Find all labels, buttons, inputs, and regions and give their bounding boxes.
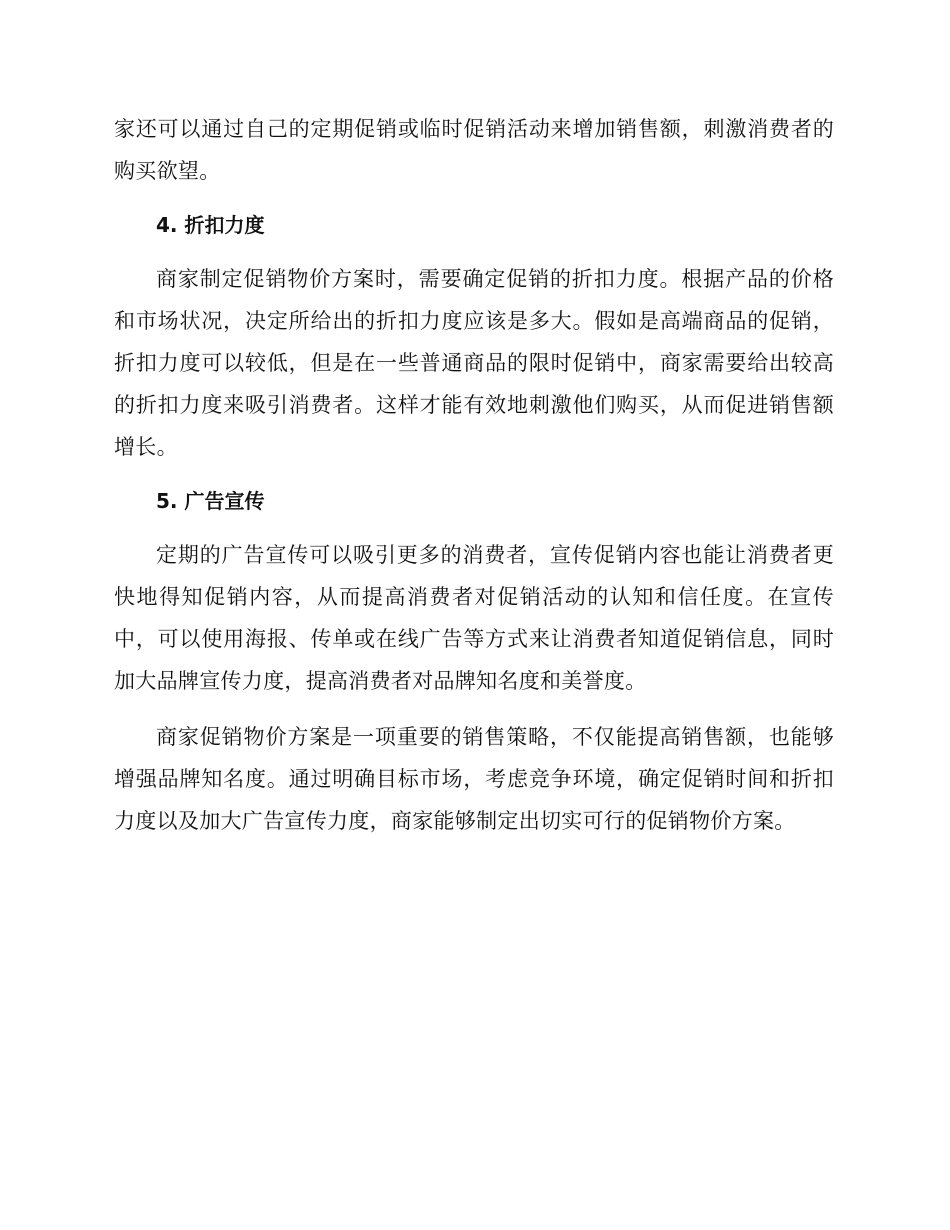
- section-heading-discount: 4. 折扣力度: [156, 213, 265, 237]
- intro-continuation-paragraph: 家还可以通过自己的定期促销或临时促销活动来增加销售额，刺激消费者的购买欲望。: [114, 117, 834, 183]
- discount-paragraph: 商家制定促销物价方案时，需要确定促销的折扣力度。根据产品的价格和市场状况，决定所给出的折扣力度应该是多大。假如是高端商品的促销，折扣力度可以较低，但是在一些普通商品的限时促销中，商家需要给出较高的折扣力度来吸引消费者。这样才能有效地刺激他们购买，从而促进销售额增长。: [114, 267, 834, 459]
- section-heading-advertising: 5. 广告宣传: [156, 489, 265, 513]
- spacer: [114, 522, 834, 534]
- spacer: [114, 192, 834, 204]
- spacer: [114, 246, 834, 258]
- spacer: [114, 468, 834, 480]
- spacer: [114, 702, 834, 716]
- advertising-paragraph: 定期的广告宣传可以吸引更多的消费者，宣传促销内容也能让消费者更快地得知促销内容，从而提高消费者对促销活动的认知和信任度。在宣传中，可以使用海报、传单或在线广告等方式来让消费者知道促销信息，同时加大品牌宣传力度，提高消费者对品牌知名度和美誉度。: [114, 543, 834, 693]
- document-page: [114, 108, 834, 842]
- conclusion-paragraph: 商家促销物价方案是一项重要的销售策略，不仅能提高销售额，也能够增强品牌知名度。通过明确目标市场，考虑竞争环境，确定促销时间和折扣力度以及加大广告宣传力度，商家能够制定出切实可行的促销物价方案。: [114, 725, 834, 833]
